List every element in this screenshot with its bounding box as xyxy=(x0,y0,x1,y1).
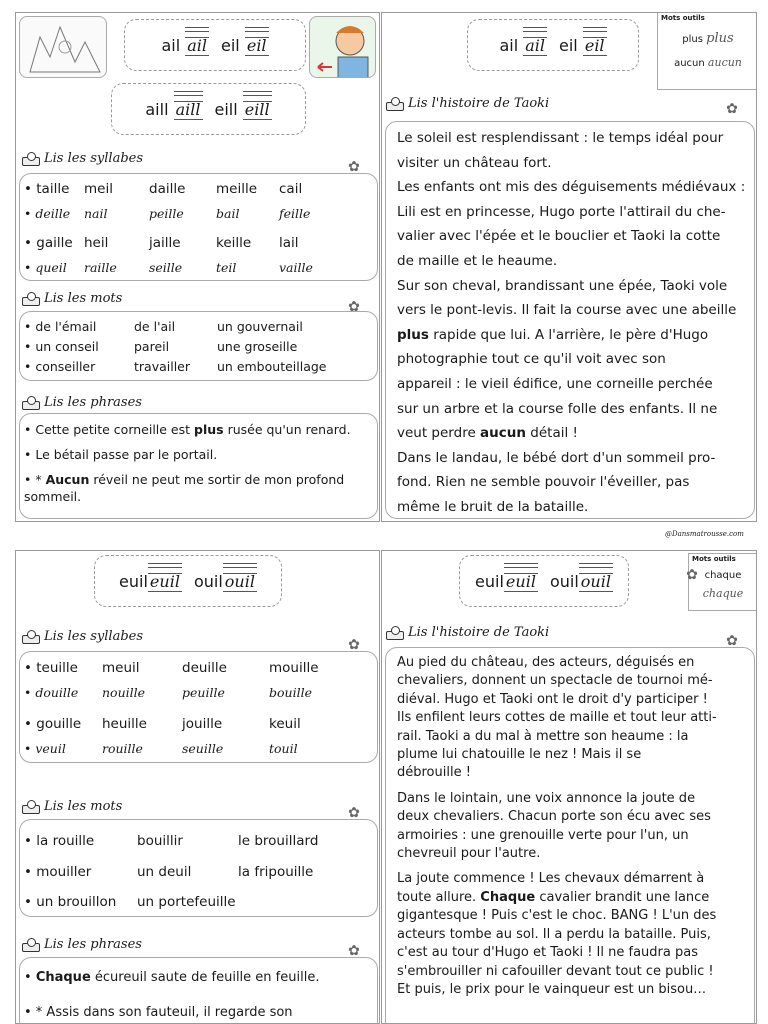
section-title-mots: Lis les mots xyxy=(22,799,122,814)
section-title-phrases: Lis les phrases xyxy=(22,395,142,410)
syllables-grid: • teuille meuil deuille mouille • douille nouille peuille bouille • gouille heuille jouille keuil • veuil rouille seuille touil xyxy=(24,659,319,756)
flower-icon: ✿ xyxy=(726,633,738,649)
story-paragraph-2: Dans le lointain, une voix annonce la joute de deux chevaliers. Chacun porte son écu avec ses armoiries : une grenouille verte pour l'un, un chevreuil pour l'autre. xyxy=(397,790,711,862)
words-list: • la rouille bouillir le brouillard • mouiller un deuil la fripouille • un brouillon un portefeuille xyxy=(24,833,319,910)
flower-icon: ✿ xyxy=(348,805,360,821)
story-line-plus: plus rapide que lui. A l'arrière, le père d'Hugo xyxy=(397,326,709,343)
book-icon xyxy=(22,938,38,952)
book-icon xyxy=(22,800,38,814)
panel-syllables-ail-eil xyxy=(15,12,380,522)
panel-story-ail-eil xyxy=(381,12,757,522)
section-title-phrases: Lis les phrases xyxy=(22,937,142,952)
book-icon xyxy=(22,152,38,166)
words-list: • de l'émail de l'ail un gouvernail • un conseil pareil une groseille • conseiller travailler un embouteillage xyxy=(24,319,327,374)
story-line-aucun: veut perdre aucun détail ! xyxy=(397,425,578,442)
flower-icon: ✿ xyxy=(726,101,738,117)
castle-illustration xyxy=(19,16,107,78)
flower-icon: ✿ xyxy=(348,943,360,959)
book-icon xyxy=(386,626,402,640)
sound-box: euil euil ouil ouil xyxy=(94,555,282,607)
credit-text: @Dansmatrousse.com xyxy=(665,530,744,538)
flower-icon: ✿ xyxy=(348,637,360,653)
story-text: Le soleil est resplendissant : le temps idéal pour visiter un château fort. Les enfants ont mis des déguisements médiévaux : Lili est en princesse, Hugo porte l'attirail du che- valier avec l'épée et le bouclier et Taoki la cotte de maille et le heaume. Sur son cheval, brandissant une épée, Taoki vole vers le pont-levis. Il fait la course avec une abeille plus rapide que lui. A l'arrière, le père d'Hugo photographie tout ce qu'il voit avec son appareil : le vieil édifice, une corneille perchée sur un arbre et la course folle des enfants. Il ne veut perdre aucun détail ! Dans le landau, le bébé dort d'un sommeil pro- fond. Rien ne semble pouvoir l'éveiller, pas même le bruit de la bataille. xyxy=(397,126,752,520)
story-text xyxy=(397,654,752,1006)
story-paragraph-3: La joute commence ! Les chevaux démarrent à toute allure. Chaque cavalier brandit une lance gigantesque ! Puis c'est le choc. BANG ! L'un des acteurs tombe au sol. Il a perdu la bataille. Puis, c'est au tour d'Hugo et Taoki ! Il ne faudra pas s'embrouiller ni cafouiller devant tout ce public ! Et puis, le prix pour le vainqueur est un bisou… xyxy=(397,870,752,999)
flower-icon: ✿ xyxy=(348,159,360,175)
panel-syllables-euil-ouil xyxy=(15,550,380,1024)
syllables-grid: • taille meil daille meille cail • deille nail peille bail feille • gaille heil jaille keille lail • queil raille seille teil vaille xyxy=(24,180,313,275)
section-title-syllabes: Lis les syllabes xyxy=(22,629,143,644)
sound-box: euil euil ouil ouil xyxy=(459,555,629,607)
flower-icon: ✿ xyxy=(348,299,360,315)
section-title-histoire: Lis l'histoire de Taoki xyxy=(386,625,549,640)
story-line-chaque: toute allure. Chaque cavalier brandit une lance xyxy=(397,889,710,905)
story-paragraph-1: Au pied du château, des acteurs, déguisés en chevaliers, donnent un spectacle de tournoi mé- diéval. Hugo et Taoki ont le droit d'y participer ! Ils enfilent leurs cottes de maille et tout leur atti- rail. Taoki a du mal à mettre son heaume : la plume lui chatouille le nez ! Mais il se débrouille ! xyxy=(397,655,717,781)
book-icon xyxy=(22,292,38,306)
section-title-histoire: Lis l'histoire de Taoki xyxy=(386,96,549,111)
mots-outils-box: Mots outils plus plus aucun aucun xyxy=(657,12,757,90)
sound-box: ail ail eil eil xyxy=(467,19,639,71)
flower-icon: ✿ xyxy=(686,567,698,583)
book-icon xyxy=(22,630,38,644)
book-icon xyxy=(22,396,38,410)
sound-box-top: ail ail eil eil xyxy=(124,19,306,71)
book-icon xyxy=(386,97,402,111)
sentences-list: • Cette petite corneille est plus rusée qu'un renard. • Le bétail passe par le portail. • * Aucun réveil ne peut me sortir de mon profond sommeil. xyxy=(24,422,351,504)
sound-box-bottom: aill aill eill eill xyxy=(111,83,306,135)
panel-story-euil-ouil xyxy=(381,550,757,1024)
boy-mouth-illustration xyxy=(309,16,376,78)
mots-outils-box: Mots outils chaque chaque xyxy=(688,553,757,611)
sentences-list: • Chaque écureuil saute de feuille en feuille. • * Assis dans son fauteuil, il regarde son xyxy=(24,970,320,1020)
section-title-syllabes: Lis les syllabes xyxy=(22,151,143,166)
section-title-mots: Lis les mots xyxy=(22,291,122,306)
